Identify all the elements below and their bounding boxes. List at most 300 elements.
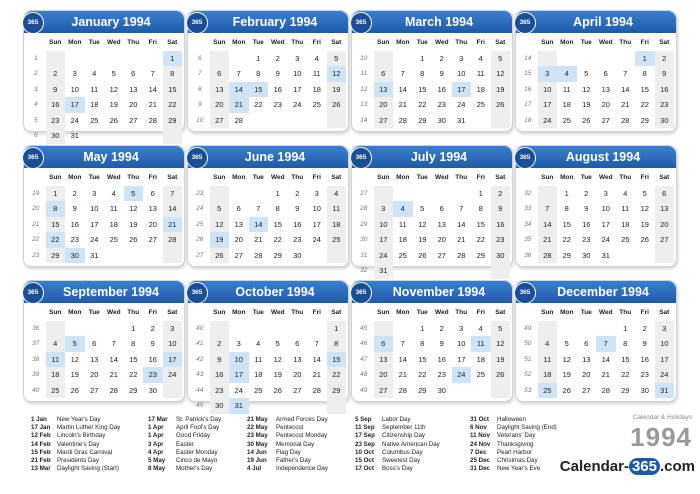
day-cell[interactable]: 23 [640, 370, 649, 379]
day-cell[interactable]: 17 [655, 352, 675, 368]
day-cell[interactable]: 11 [538, 352, 558, 368]
day-cell[interactable]: 16 [640, 354, 649, 364]
day-cell[interactable]: 15 [640, 84, 649, 94]
day-cell[interactable]: 24 [655, 367, 675, 383]
day-cell[interactable]: 10 [312, 204, 321, 213]
day-cell[interactable]: 13 [293, 354, 302, 364]
day-cell[interactable]: 24 [70, 115, 79, 125]
day-cell[interactable]: 7 [314, 339, 319, 348]
day-cell[interactable]: 6 [374, 66, 394, 82]
day-cell[interactable]: 21 [229, 97, 249, 113]
day-cell[interactable]: 14 [249, 217, 269, 233]
day-cell[interactable]: 22 [46, 232, 66, 248]
day-cell[interactable]: 27 [655, 232, 675, 248]
day-cell[interactable]: 21 [398, 370, 407, 379]
day-cell[interactable]: 21 [398, 100, 407, 109]
day-cell[interactable]: 25 [621, 235, 630, 244]
day-cell[interactable]: 19 [418, 235, 427, 244]
day-cell[interactable]: 4 [557, 66, 577, 82]
day-cell[interactable]: 20 [90, 370, 99, 379]
day-cell[interactable]: 13 [582, 354, 591, 364]
day-cell[interactable]: 10 [457, 69, 466, 78]
day-cell[interactable]: 28 [601, 385, 610, 395]
day-cell[interactable]: 9 [295, 204, 300, 213]
day-cell[interactable]: 4 [478, 323, 483, 333]
day-cell[interactable]: 23 [655, 97, 675, 113]
day-cell[interactable]: 1 [564, 188, 569, 198]
day-cell[interactable]: 9 [210, 352, 230, 368]
day-cell[interactable]: 9 [491, 201, 511, 217]
day-cell[interactable]: 30 [655, 113, 675, 129]
day-cell[interactable]: 26 [562, 385, 571, 395]
day-cell[interactable]: 12 [109, 84, 118, 94]
day-cell[interactable]: 11 [327, 201, 347, 217]
day-cell[interactable]: 31 [90, 250, 99, 260]
day-cell[interactable]: 15 [273, 219, 282, 229]
day-cell[interactable]: 29 [562, 250, 571, 260]
day-cell[interactable]: 6 [439, 204, 444, 213]
day-cell[interactable]: 30 [65, 248, 85, 264]
day-cell[interactable]: 24 [90, 235, 99, 244]
day-cell[interactable]: 30 [640, 385, 649, 395]
day-cell[interactable]: 2 [655, 51, 675, 67]
day-cell[interactable]: 13 [90, 354, 99, 364]
day-cell[interactable]: 24 [374, 248, 394, 264]
day-cell[interactable]: 6 [603, 69, 608, 78]
day-cell[interactable]: 4 [111, 188, 116, 198]
day-cell[interactable]: 31 [374, 263, 394, 279]
day-cell[interactable]: 8 [564, 204, 569, 213]
day-cell[interactable]: 31 [70, 131, 79, 140]
day-cell[interactable]: 25 [327, 232, 347, 248]
day-cell[interactable]: 24 [457, 100, 466, 109]
day-cell[interactable]: 16 [70, 219, 79, 229]
day-cell[interactable]: 17 [601, 219, 610, 229]
day-cell[interactable]: 24 [312, 235, 321, 244]
day-cell[interactable]: 14 [148, 84, 157, 94]
day-cell[interactable]: 29 [163, 113, 183, 129]
day-cell[interactable]: 11 [562, 84, 571, 94]
day-cell[interactable]: 22 [621, 370, 630, 379]
day-cell[interactable]: 9 [655, 66, 675, 82]
day-cell[interactable]: 5 [584, 69, 589, 78]
day-cell[interactable]: 3 [314, 188, 319, 198]
day-cell[interactable]: 28 [398, 385, 407, 395]
day-cell[interactable]: 15 [476, 219, 485, 229]
day-cell[interactable]: 15 [418, 84, 427, 94]
day-cell[interactable]: 21 [109, 370, 118, 379]
day-cell[interactable]: 6 [92, 339, 97, 348]
day-cell[interactable]: 26 [491, 97, 511, 113]
day-cell[interactable]: 6 [374, 336, 394, 352]
day-cell[interactable]: 14 [621, 84, 630, 94]
day-cell[interactable]: 7 [400, 69, 405, 78]
day-cell[interactable]: 25 [312, 100, 321, 109]
day-cell[interactable]: 21 [163, 217, 183, 233]
day-cell[interactable]: 5 [275, 339, 280, 348]
day-cell[interactable]: 19 [70, 370, 79, 379]
day-cell[interactable]: 28 [538, 248, 558, 264]
day-cell[interactable]: 21 [254, 235, 263, 244]
day-cell[interactable]: 19 [273, 370, 282, 379]
day-cell[interactable]: 25 [109, 235, 118, 244]
day-cell[interactable]: 15 [46, 217, 66, 233]
day-cell[interactable]: 25 [562, 115, 571, 125]
day-cell[interactable]: 11 [471, 336, 491, 352]
day-cell[interactable]: 4 [478, 53, 483, 63]
day-cell[interactable]: 22 [129, 370, 138, 379]
day-cell[interactable]: 1 [635, 51, 655, 67]
day-cell[interactable]: 16 [491, 217, 511, 233]
day-cell[interactable]: 27 [210, 113, 230, 129]
day-cell[interactable]: 24 [601, 235, 610, 244]
day-cell[interactable]: 12 [491, 66, 511, 82]
day-cell[interactable]: 31 [457, 115, 466, 125]
day-cell[interactable]: 22 [418, 100, 427, 109]
day-cell[interactable]: 30 [491, 248, 511, 264]
day-cell[interactable]: 9 [642, 339, 647, 348]
day-cell[interactable]: 30 [582, 250, 591, 260]
day-cell[interactable]: 8 [642, 69, 647, 78]
day-cell[interactable]: 21 [621, 100, 630, 109]
day-cell[interactable]: 26 [210, 248, 230, 264]
day-cell[interactable]: 16 [293, 219, 302, 229]
day-cell[interactable]: 6 [236, 204, 241, 213]
day-cell[interactable]: 18 [398, 235, 407, 244]
day-cell[interactable]: 19 [491, 82, 511, 98]
day-cell[interactable]: 1 [420, 53, 425, 63]
day-cell[interactable]: 10 [601, 204, 610, 213]
day-cell[interactable]: 15 [562, 219, 571, 229]
day-cell[interactable]: 17 [90, 219, 99, 229]
day-cell[interactable]: 29 [129, 385, 138, 395]
day-cell[interactable]: 14 [109, 354, 118, 364]
day-cell[interactable]: 11 [90, 84, 99, 94]
day-cell[interactable]: 6 [150, 188, 155, 198]
day-cell[interactable]: 8 [327, 336, 347, 352]
day-cell[interactable]: 14 [312, 354, 321, 364]
day-cell[interactable]: 23 [46, 113, 66, 129]
day-cell[interactable]: 18 [254, 370, 263, 379]
day-cell[interactable]: 26 [418, 250, 427, 260]
day-cell[interactable]: 12 [70, 354, 79, 364]
day-cell[interactable]: 20 [582, 370, 591, 379]
day-cell[interactable]: 26 [640, 235, 649, 244]
day-cell[interactable]: 17 [452, 82, 472, 98]
day-cell[interactable]: 19 [129, 219, 138, 229]
day-cell[interactable]: 3 [603, 188, 608, 198]
day-cell[interactable]: 2 [439, 323, 444, 333]
day-cell[interactable]: 28 [148, 115, 157, 125]
day-cell[interactable]: 18 [46, 367, 66, 383]
day-cell[interactable]: 21 [312, 370, 321, 379]
day-cell[interactable]: 10 [70, 84, 79, 94]
day-cell[interactable]: 13 [148, 204, 157, 213]
day-cell[interactable]: 28 [109, 385, 118, 395]
day-cell[interactable]: 8 [420, 339, 425, 348]
day-cell[interactable]: 14 [229, 82, 249, 98]
day-cell[interactable]: 20 [234, 235, 243, 244]
day-cell[interactable]: 6 [584, 339, 589, 348]
day-cell[interactable]: 27 [234, 250, 243, 260]
day-cell[interactable]: 25 [476, 370, 485, 379]
day-cell[interactable]: 5 [210, 201, 230, 217]
day-cell[interactable]: 21 [148, 100, 157, 109]
day-cell[interactable]: 14 [398, 354, 407, 364]
day-cell[interactable]: 18 [327, 217, 347, 233]
day-cell[interactable]: 3 [655, 321, 675, 337]
day-cell[interactable]: 23 [210, 383, 230, 399]
day-cell[interactable]: 8 [275, 204, 280, 213]
day-cell[interactable]: 10 [163, 336, 183, 352]
day-cell[interactable]: 20 [601, 100, 610, 109]
day-cell[interactable]: 5 [124, 186, 144, 202]
day-cell[interactable]: 3 [459, 323, 464, 333]
day-cell[interactable]: 12 [491, 336, 511, 352]
day-cell[interactable]: 5 [491, 51, 511, 67]
day-cell[interactable]: 9 [439, 69, 444, 78]
day-cell[interactable]: 25 [90, 115, 99, 125]
day-cell[interactable]: 13 [374, 82, 394, 98]
day-cell[interactable]: 16 [148, 354, 157, 364]
day-cell[interactable]: 7 [256, 204, 261, 213]
day-cell[interactable]: 7 [538, 201, 558, 217]
day-cell[interactable]: 28 [398, 115, 407, 125]
day-cell[interactable]: 23 [143, 367, 163, 383]
day-cell[interactable]: 11 [621, 204, 630, 213]
day-cell[interactable]: 16 [273, 84, 282, 94]
day-cell[interactable]: 29 [640, 115, 649, 125]
day-cell[interactable]: 5 [65, 336, 85, 352]
day-cell[interactable]: 18 [562, 100, 571, 109]
day-cell[interactable]: 10 [374, 217, 394, 233]
day-cell[interactable]: 29 [418, 385, 427, 395]
day-cell[interactable]: 22 [273, 235, 282, 244]
day-cell[interactable]: 4 [538, 336, 558, 352]
day-cell[interactable]: 2 [584, 188, 589, 198]
day-cell[interactable]: 26 [582, 115, 591, 125]
day-cell[interactable]: 12 [327, 66, 347, 82]
day-cell[interactable]: 11 [109, 204, 118, 213]
day-cell[interactable]: 23 [437, 100, 446, 109]
day-cell[interactable]: 31 [655, 383, 675, 399]
day-cell[interactable]: 29 [327, 383, 347, 399]
day-cell[interactable]: 11 [312, 69, 321, 78]
day-cell[interactable]: 30 [437, 385, 446, 395]
day-cell[interactable]: 26 [129, 235, 138, 244]
day-cell[interactable]: 25 [46, 383, 66, 399]
day-cell[interactable]: 5 [564, 339, 569, 348]
day-cell[interactable]: 7 [236, 69, 241, 78]
day-cell[interactable]: 8 [478, 204, 483, 213]
day-cell[interactable]: 11 [476, 69, 485, 78]
day-cell[interactable]: 14 [163, 201, 183, 217]
day-cell[interactable]: 13 [374, 352, 394, 368]
day-cell[interactable]: 3 [92, 188, 97, 198]
day-cell[interactable]: 17 [163, 352, 183, 368]
day-cell[interactable]: 26 [109, 115, 118, 125]
day-cell[interactable]: 2 [295, 188, 300, 198]
day-cell[interactable]: 30 [148, 385, 157, 395]
day-cell[interactable]: 2 [150, 323, 155, 333]
day-cell[interactable]: 1 [478, 188, 483, 198]
day-cell[interactable]: 8 [163, 66, 183, 82]
day-cell[interactable]: 12 [418, 219, 427, 229]
day-cell[interactable]: 16 [437, 84, 446, 94]
day-cell[interactable]: 19 [327, 82, 347, 98]
day-cell[interactable]: 25 [476, 100, 485, 109]
day-cell[interactable]: 23 [273, 100, 282, 109]
day-cell[interactable]: 6 [295, 339, 300, 348]
day-cell[interactable]: 4 [623, 188, 628, 198]
day-cell[interactable]: 22 [562, 235, 571, 244]
day-cell[interactable]: 14 [457, 219, 466, 229]
day-cell[interactable]: 13 [601, 84, 610, 94]
day-cell[interactable]: 5 [491, 321, 511, 337]
day-cell[interactable]: 20 [655, 217, 675, 233]
day-cell[interactable]: 29 [621, 385, 630, 395]
day-cell[interactable]: 18 [476, 84, 485, 94]
day-cell[interactable]: 29 [46, 248, 66, 264]
day-cell[interactable]: 16 [582, 219, 591, 229]
day-cell[interactable]: 18 [538, 367, 558, 383]
day-cell[interactable]: 7 [623, 69, 628, 78]
day-cell[interactable]: 4 [314, 53, 319, 63]
day-cell[interactable]: 10 [293, 69, 302, 78]
day-cell[interactable]: 2 [210, 336, 230, 352]
day-cell[interactable]: 15 [163, 82, 183, 98]
day-cell[interactable]: 15 [327, 352, 347, 368]
day-cell[interactable]: 23 [582, 235, 591, 244]
day-cell[interactable]: 11 [254, 354, 263, 364]
day-cell[interactable]: 18 [109, 219, 118, 229]
day-cell[interactable]: 20 [129, 100, 138, 109]
day-cell[interactable]: 30 [210, 398, 230, 414]
day-cell[interactable]: 21 [538, 232, 558, 248]
day-cell[interactable]: 11 [46, 352, 66, 368]
day-cell[interactable]: 12 [582, 84, 591, 94]
day-cell[interactable]: 8 [623, 339, 628, 348]
day-cell[interactable]: 28 [163, 232, 183, 248]
day-cell[interactable]: 19 [582, 100, 591, 109]
day-cell[interactable]: 2 [642, 323, 647, 333]
day-cell[interactable]: 3 [459, 53, 464, 63]
day-cell[interactable]: 3 [295, 53, 300, 63]
day-cell[interactable]: 19 [562, 370, 571, 379]
day-cell[interactable]: 1 [46, 186, 66, 202]
day-cell[interactable]: 20 [210, 97, 230, 113]
day-cell[interactable]: 27 [90, 385, 99, 395]
day-cell[interactable]: 2 [439, 53, 444, 63]
day-cell[interactable]: 22 [163, 97, 183, 113]
day-cell[interactable]: 9 [46, 82, 66, 98]
day-cell[interactable]: 10 [538, 82, 558, 98]
day-cell[interactable]: 3 [538, 66, 558, 82]
day-cell[interactable]: 6 [210, 66, 230, 82]
day-cell[interactable]: 4 [92, 69, 97, 78]
day-cell[interactable]: 16 [655, 82, 675, 98]
day-cell[interactable]: 28 [457, 250, 466, 260]
day-cell[interactable]: 8 [131, 339, 136, 348]
day-cell[interactable]: 3 [163, 321, 183, 337]
day-cell[interactable]: 9 [150, 339, 155, 348]
day-cell[interactable]: 4 [256, 339, 261, 348]
day-cell[interactable]: 25 [538, 383, 558, 399]
day-cell[interactable]: 22 [327, 367, 347, 383]
day-cell[interactable]: 6 [131, 69, 136, 78]
day-cell[interactable]: 14 [601, 354, 610, 364]
brand-logo[interactable] [550, 458, 695, 475]
day-cell[interactable]: 22 [418, 370, 427, 379]
day-cell[interactable]: 20 [374, 97, 394, 113]
day-cell[interactable]: 10 [229, 352, 249, 368]
day-cell[interactable]: 28 [254, 250, 263, 260]
day-cell[interactable]: 14 [538, 217, 558, 233]
day-cell[interactable]: 7 [459, 204, 464, 213]
day-cell[interactable]: 14 [398, 84, 407, 94]
day-cell[interactable]: 18 [476, 354, 485, 364]
day-cell[interactable]: 23 [437, 370, 446, 379]
day-cell[interactable]: 20 [374, 367, 394, 383]
day-cell[interactable]: 31 [601, 250, 610, 260]
day-cell[interactable]: 26 [491, 367, 511, 383]
day-cell[interactable]: 13 [210, 82, 230, 98]
day-cell[interactable]: 9 [275, 69, 280, 78]
day-cell[interactable]: 7 [596, 336, 616, 352]
day-cell[interactable]: 11 [398, 219, 407, 229]
day-cell[interactable]: 19 [491, 352, 511, 368]
day-cell[interactable]: 18 [312, 84, 321, 94]
day-cell[interactable]: 21 [601, 370, 610, 379]
day-cell[interactable]: 28 [234, 115, 243, 125]
day-cell[interactable]: 18 [90, 100, 99, 109]
day-cell[interactable]: 10 [655, 336, 675, 352]
day-cell[interactable]: 5 [420, 204, 425, 213]
day-cell[interactable]: 1 [163, 51, 183, 67]
day-cell[interactable]: 9 [439, 339, 444, 348]
day-cell[interactable]: 27 [293, 385, 302, 395]
day-cell[interactable]: 17 [293, 84, 302, 94]
day-cell[interactable]: 17 [312, 219, 321, 229]
day-cell[interactable]: 3 [236, 339, 241, 348]
day-cell[interactable]: 6 [655, 186, 675, 202]
day-cell[interactable]: 7 [400, 339, 405, 348]
day-cell[interactable]: 18 [621, 219, 630, 229]
day-cell[interactable]: 20 [437, 235, 446, 244]
day-cell[interactable]: 15 [249, 82, 269, 98]
day-cell[interactable]: 17 [457, 354, 466, 364]
day-cell[interactable]: 19 [109, 100, 118, 109]
day-cell[interactable]: 29 [418, 115, 427, 125]
day-cell[interactable]: 24 [452, 367, 472, 383]
day-cell[interactable]: 15 [418, 354, 427, 364]
day-cell[interactable]: 4 [393, 201, 413, 217]
day-cell[interactable]: 1 [623, 323, 628, 333]
day-cell[interactable]: 10 [457, 339, 466, 348]
day-cell[interactable]: 8 [420, 69, 425, 78]
day-cell[interactable]: 23 [293, 235, 302, 244]
day-cell[interactable]: 27 [148, 235, 157, 244]
day-cell[interactable]: 27 [374, 113, 394, 129]
day-cell[interactable]: 22 [640, 100, 649, 109]
day-cell[interactable]: 16 [210, 367, 230, 383]
day-cell[interactable]: 17 [538, 97, 558, 113]
day-cell[interactable]: 7 [111, 339, 116, 348]
day-cell[interactable]: 26 [327, 97, 347, 113]
day-cell[interactable]: 30 [293, 250, 302, 260]
day-cell[interactable]: 27 [601, 115, 610, 125]
day-cell[interactable]: 27 [582, 385, 591, 395]
